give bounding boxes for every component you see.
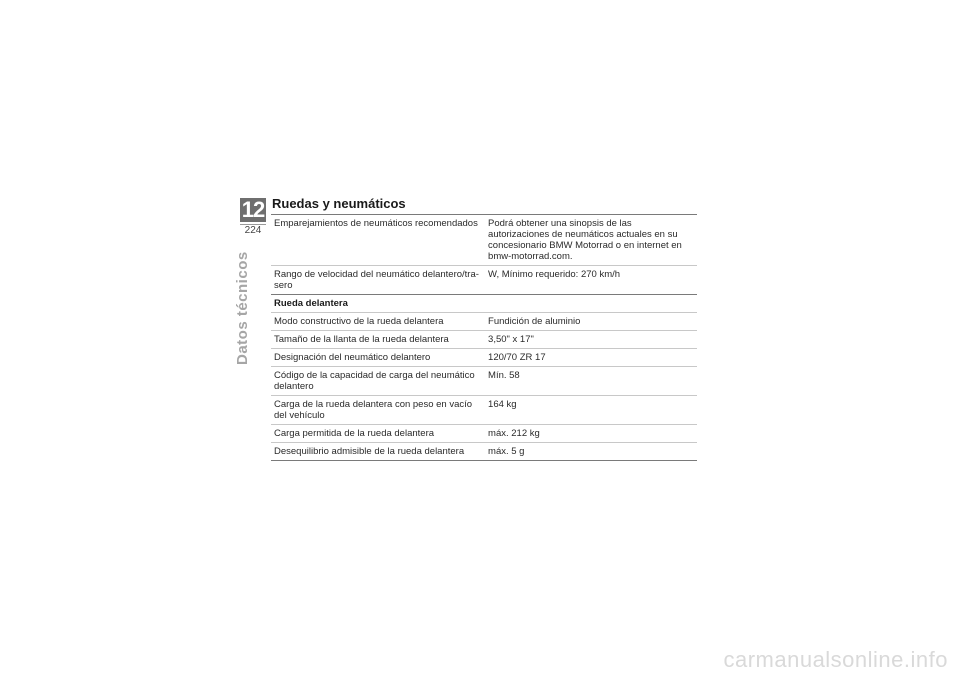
page-number: 224 (240, 224, 266, 237)
spec-value: 164 kg (485, 396, 697, 425)
table-row (271, 396, 697, 425)
watermark: carmanualsonline.info (723, 647, 948, 672)
spec-key: Rango de velocidad del neumático delantero/tra-sero (271, 266, 485, 295)
table-row (271, 349, 697, 367)
spec-key: Modo constructivo de la rueda delantera (271, 313, 485, 331)
chapter-title-vertical: Datos técnicos (234, 251, 251, 365)
spec-key: Designación del neumático delantero (271, 349, 485, 367)
table-row (271, 313, 697, 331)
spec-value: Mín. 58 (485, 367, 697, 396)
table-group-row (271, 295, 697, 313)
group-heading: Rueda delantera (271, 295, 697, 313)
spec-key: Carga permitida de la rueda delantera (271, 425, 485, 443)
spec-value: W, Mínimo requerido: 270 km/h (485, 266, 697, 295)
spec-value: 3,50" x 17" (485, 331, 697, 349)
spec-value: máx. 212 kg (485, 425, 697, 443)
table-row (271, 215, 697, 266)
spec-table (271, 214, 697, 461)
spec-value: Podrá obtener una sinopsis de las autorizaciones de neumáticos actuales en su concesionario BMW Motorrad o en internet en bmw-motorrad.com. (485, 215, 697, 266)
spec-key: Código de la capacidad de carga del neumático delantero (271, 367, 485, 396)
spec-key: Emparejamientos de neumáticos recomendados (271, 215, 485, 266)
table-row (271, 266, 697, 295)
spec-value: 120/70 ZR 17 (485, 349, 697, 367)
section-title: Ruedas y neumáticos (272, 196, 406, 211)
chapter-number-badge: 12 (241, 197, 265, 222)
spec-value: Fundición de aluminio (485, 313, 697, 331)
table-row (271, 331, 697, 349)
spec-key: Tamaño de la llanta de la rueda delantera (271, 331, 485, 349)
table-row (271, 425, 697, 443)
spec-value: máx. 5 g (485, 443, 697, 461)
table-row (271, 367, 697, 396)
spec-key: Carga de la rueda delantera con peso en vacío del vehículo (271, 396, 485, 425)
spec-key: Desequilibrio admisible de la rueda delantera (271, 443, 485, 461)
table-row (271, 443, 697, 461)
